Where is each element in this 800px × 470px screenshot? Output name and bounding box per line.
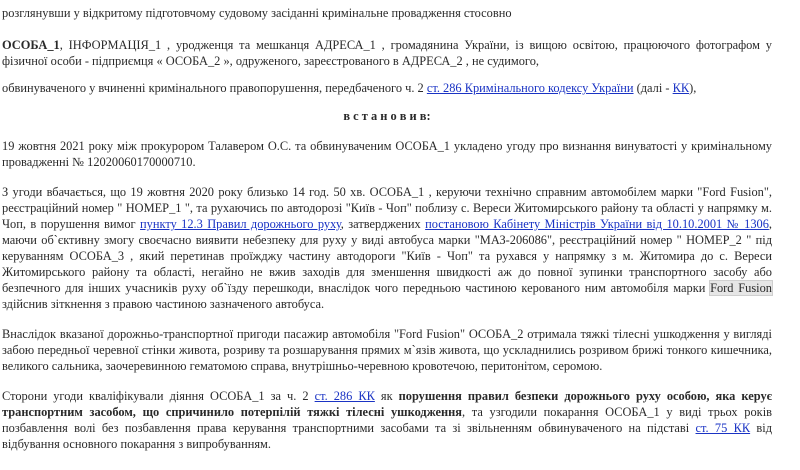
circumstances-text-4: здійснив зіткнення з правою частиною зазначеного автобуса. (2, 297, 325, 311)
article-286-link[interactable]: ст. 286 КК (314, 389, 375, 403)
traffic-rules-link[interactable]: пункту 12.3 Правил дорожнього руху (140, 217, 341, 231)
agreement-paragraph (2, 138, 772, 170)
circumstances-text-2: , затверджених (340, 217, 426, 231)
charge-text-2: (далі - (633, 81, 673, 95)
qualification-text-1: Сторони угоди кваліфікували діяння ОСОБА_1 за ч. 2 (2, 389, 315, 403)
offense-description: порушення правил безпеки дорожнього руху особою, яка керує транспортним засобом, що спричинило потерпілій тяжкі тілесні ушкодження (2, 389, 773, 419)
circumstances-paragraph (2, 184, 772, 312)
section-heading: в с т а н о в и в: (343, 109, 431, 123)
qualification-text-4: від відбування основного покарання з випробуванням. (2, 421, 772, 451)
agreement-text: 19 жовтня 2021 року між прокурором Талавером О.С. та обвинуваченим ОСОБА_1 укладено угоду про визнання винуватості у кримінальному провадженні № 12020060170000710. (2, 139, 772, 169)
intro-text: розглянувши у відкритому підготовчому судовому засіданні кримінальне провадження стосовно (2, 6, 512, 20)
qualification-paragraph (2, 388, 772, 452)
charge-text-3: ), (689, 81, 697, 95)
intro-paragraph (2, 5, 772, 21)
highlighted-car-model: Ford Fusion (710, 281, 772, 295)
injuries-paragraph (2, 326, 772, 374)
defendant-info-paragraph (2, 37, 772, 69)
circumstances-text-1: З угоди вбачається, що 19 жовтня 2020 року близько 14 год. 50 хв. ОСОБА_1 , керуючи технічно справним автомобілем марки "Ford Fusion", реєстраційний номер " НОМЕР_1 ", та рухаючись по автодорозі "Київ - Чоп" поблизу с. Вереси Житомирського району та області у напрямку м. Чоп, в порушення вимог (2, 185, 772, 231)
article-75-link[interactable]: ст. 75 КК (695, 421, 751, 435)
injuries-text: Внаслідок вказаної дорожньо-транспортної пригоди пасажир автомобіля "Ford Fusion" ОСОБА_2 отримала тяжкі тілесні ушкодження у вигляді забою передньої черевної стінки живота, розриву та розшарування прямих м`язів живота, що ускладнились розривом брижі тонкого кишечника, великого сальника, заочеревинною гематомою справа, внутрішньо-черевною кровотечою, перитонітом, серомою. (2, 327, 772, 373)
qualification-text-3: , та узгодили покарання ОСОБА_1 у виді трьох років позбавлення волі без позбавлення права керування транспортними засобами та зі звільненням обвинуваченого на підставі (2, 405, 772, 435)
cabinet-resolution-link[interactable]: постановою Кабінету Міністрів України від 10.10.2001 № 1306 (425, 217, 769, 231)
qualification-text-2: як (374, 389, 399, 403)
criminal-code-article-link[interactable]: ст. 286 Кримінального кодексу України (426, 81, 634, 95)
circumstances-text-3: , маючи об`єктивну змогу своєчасно виявити небезпеку для руху у виді автобуса марки "МАЗ-206086", реєстраційний номер " НОМЕР_2 " під керуванням ОСОБА_3 , який перетинав проїжджу частину автодороги "Київ - Чоп" та рухався у напрямку з м. Житомира до с. Вереси Житомирського району та області, негайно не вжив заходів для зменшення швидкості аж до повної зупинки транспортного засобу або безпечного для інших учасників руху об`їзду перешкоди, внаслідок чого передньою частиною керованого ним автомобіля марки (2, 217, 773, 295)
charge-text-1: обвинуваченого у вчиненні кримінального правопорушення, передбаченого ч. 2 (2, 81, 427, 95)
charge-paragraph (2, 80, 772, 96)
defendant-details: , ІНФОРМАЦІЯ_1 , уродженця та мешканця АДРЕСА_1 , громадянина України, із вищою освітою, працюючого фотографом у фізичної особи - підприємця « ОСОБА_2 », одруженого, зареєстрованого в АДРЕСА_2 , не судимого, (2, 38, 772, 68)
defendant-name: ОСОБА_1 (2, 38, 60, 52)
kk-link[interactable]: КК (672, 81, 690, 95)
